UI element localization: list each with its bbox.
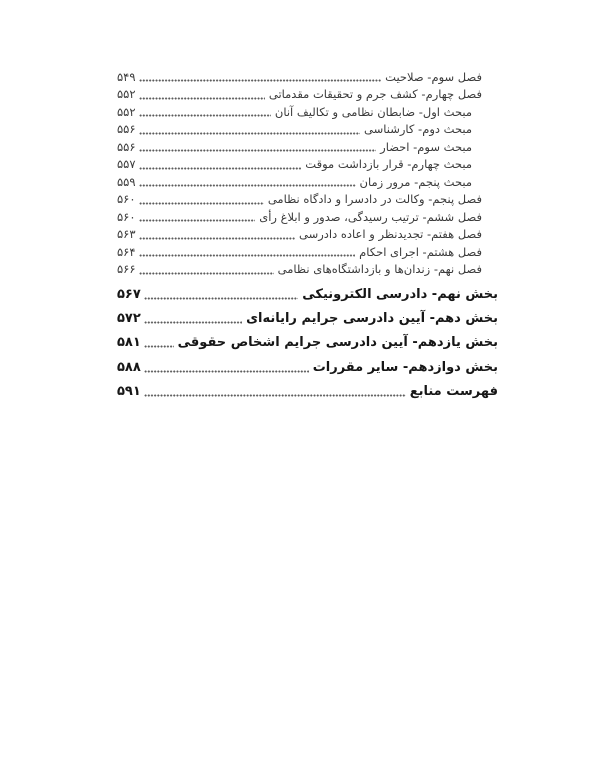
toc-entry [117,156,498,174]
toc-entry [117,380,498,404]
toc-entry-title: مبحث دوم- کارشناسی [364,122,472,137]
toc-entry-page-number: ۵۶۶ [117,262,136,277]
toc-entry-title: مبحث پنجم- مرور زمان [359,174,472,189]
toc-entry-page-number: ۵۸۱ [117,335,141,351]
toc-entry-page-number: ۵۷۲ [117,311,141,327]
dot-leader [139,272,274,275]
toc-entry [117,86,498,104]
toc-entry-title: فصل هفتم- تجدیدنظر و اعاده دادرسی [299,227,482,242]
toc-entry-page-number: ۵۶۳ [117,227,136,242]
toc-entry-page-number: ۵۹۱ [117,384,141,400]
toc-entry-title: بخش نهم- دادرسی الکترونیکی [302,286,498,302]
toc-entry [117,355,498,379]
toc-entry-page-number: ۵۵۷ [117,157,136,172]
dot-leader [139,184,356,187]
dot-leader [139,202,264,205]
toc-entry [117,331,498,355]
dot-leader [144,297,298,300]
toc-entry-title: بخش یازدهم- آیین دادرسی جرایم اشخاص حقوقی [177,335,498,351]
dot-leader [139,79,382,82]
toc-entry-page-number: ۵۵۹ [117,174,136,189]
toc-entry [117,103,498,121]
toc-entry-title: فصل هشتم- اجرای احکام [359,244,482,259]
toc-entry-title: فصل سوم- صلاحیت [385,69,482,84]
toc-entry-title: فصل ششم- ترتیب رسیدگی، صدور و ابلاغ رأی [259,209,482,224]
toc-entry [117,121,498,139]
toc-entry-title: بخش دهم- آیین دادرسی جرایم رایانه‌ای [246,311,498,327]
toc-entry-page-number: ۵۵۶ [117,122,136,137]
dot-leader [139,219,256,222]
toc-list [117,68,498,404]
toc-entry [117,226,498,244]
dot-leader [139,237,296,240]
dot-leader [139,167,302,170]
toc-entry [117,282,498,306]
toc-entry [117,261,498,279]
dot-leader [144,321,242,324]
toc-entry-page-number: ۵۸۸ [117,359,141,375]
toc-entry [117,306,498,330]
toc-entry-title: بخش دوازدهم- سایر مقررات [312,359,498,375]
toc-entry-title: فصل نهم- زندان‌ها و بازداشتگاه‌های نظامی [277,262,482,277]
toc-entry [117,243,498,261]
toc-entry [117,173,498,191]
toc-entry-title: مبحث سوم- احضار [380,139,472,154]
toc-entry [117,138,498,156]
toc-entry-page-number: ۵۵۲ [117,87,136,102]
toc-entry-title: فصل پنجم- وکالت در دادسرا و دادگاه نظامی [267,192,482,207]
dot-leader [144,394,406,397]
toc-entry [117,68,498,86]
dot-leader [139,114,271,117]
toc-entry-page-number: ۵۵۲ [117,104,136,119]
dot-leader [144,370,309,373]
toc-entry-page-number: ۵۵۶ [117,139,136,154]
dot-leader [139,149,377,152]
toc-entry-page-number: ۵۶۷ [117,286,141,302]
toc-entry-page-number: ۵۴۹ [117,69,136,84]
dot-leader [144,345,174,348]
dot-leader [139,254,356,257]
toc-entry-page-number: ۵۶۰ [117,192,136,207]
dot-leader [139,132,361,135]
toc-entry [117,191,498,209]
toc-entry-title: مبحث چهارم- قرار بازداشت موقت [305,157,472,172]
toc-entry-title: مبحث اول- ضابطان نظامی و تکالیف آنان [274,104,472,119]
dot-leader [139,97,265,100]
toc-entry [117,208,498,226]
toc-entry-title: فصل چهارم- کشف جرم و تحقیقات مقدماتی [268,87,482,102]
toc-entry-page-number: ۵۶۰ [117,209,136,224]
toc-entry-title: فهرست منابع [409,384,498,400]
toc-entry-page-number: ۵۶۴ [117,244,136,259]
